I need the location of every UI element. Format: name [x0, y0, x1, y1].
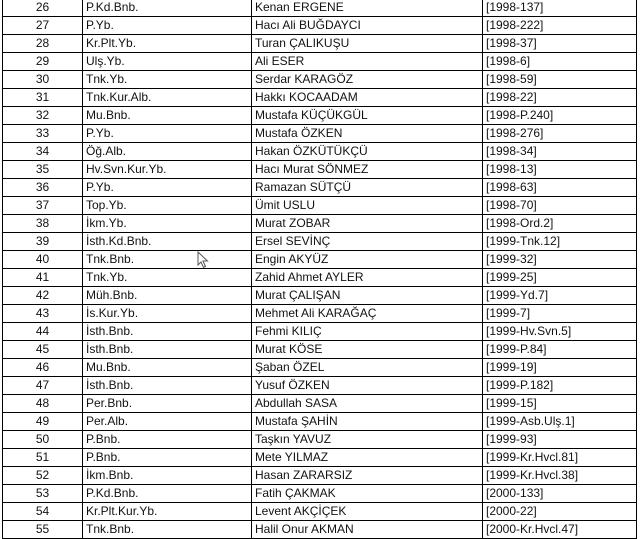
rank-cell: Tnk.Yb. — [83, 71, 252, 89]
name-cell: Mete YILMAZ — [252, 449, 483, 467]
name-cell: Hasan ZARARSIZ — [252, 467, 483, 485]
row-number-cell: 31 — [3, 89, 83, 107]
name-cell: Ersel SEVİNÇ — [252, 233, 483, 251]
code-cell: [1999-Kr.Hvcl.81] — [483, 449, 637, 467]
row-number-cell: 40 — [3, 251, 83, 269]
row-number-cell: 49 — [3, 413, 83, 431]
rank-cell: Tnk.Bnb. — [83, 521, 252, 539]
name-cell: Taşkın YAVUZ — [252, 431, 483, 449]
table-row — [3, 179, 637, 197]
table-row — [3, 269, 637, 287]
code-cell: [1998-63] — [483, 179, 637, 197]
name-cell: Murat ÇALIŞAN — [252, 287, 483, 305]
table-row — [3, 107, 637, 125]
table-row — [3, 0, 637, 17]
name-cell: Fatih ÇAKMAK — [252, 485, 483, 503]
rank-cell: İsth.Bnb. — [83, 377, 252, 395]
table-row — [3, 521, 637, 539]
name-cell: Hacı Murat SÖNMEZ — [252, 161, 483, 179]
code-cell: [1998-59] — [483, 71, 637, 89]
rank-cell: Tnk.Bnb. — [83, 251, 252, 269]
row-number-cell: 45 — [3, 341, 83, 359]
rank-cell: P.Kd.Bnb. — [83, 485, 252, 503]
rank-cell: P.Bnb. — [83, 449, 252, 467]
row-number-cell: 48 — [3, 395, 83, 413]
row-number-cell: 32 — [3, 107, 83, 125]
rank-cell: P.Yb. — [83, 125, 252, 143]
code-cell: [1999-15] — [483, 395, 637, 413]
rank-cell: Öğ.Alb. — [83, 143, 252, 161]
code-cell: [1999-32] — [483, 251, 637, 269]
rank-cell: Mu.Bnb. — [83, 359, 252, 377]
rank-cell: Kr.Plt.Yb. — [83, 35, 252, 53]
row-number-cell: 47 — [3, 377, 83, 395]
table-row — [3, 431, 637, 449]
table-row — [3, 485, 637, 503]
table-row — [3, 305, 637, 323]
row-number-cell: 26 — [3, 0, 83, 17]
rank-cell: P.Yb. — [83, 17, 252, 35]
rank-cell: İkm.Bnb. — [83, 467, 252, 485]
row-number-cell: 51 — [3, 449, 83, 467]
name-cell: Kenan ERGENE — [252, 0, 483, 17]
rank-cell: P.Kd.Bnb. — [83, 0, 252, 17]
rank-cell: Per.Bnb. — [83, 395, 252, 413]
name-cell: Ali ESER — [252, 53, 483, 71]
table-row — [3, 215, 637, 233]
rank-cell: Müh.Bnb. — [83, 287, 252, 305]
rank-cell: Per.Alb. — [83, 413, 252, 431]
table-row — [3, 125, 637, 143]
name-cell: Murat ZOBAR — [252, 215, 483, 233]
row-number-cell: 37 — [3, 197, 83, 215]
rank-cell: Kr.Plt.Kur.Yb. — [83, 503, 252, 521]
table-row — [3, 71, 637, 89]
code-cell: [2000-Kr.Hvcl.47] — [483, 521, 637, 539]
code-cell: [1999-P.182] — [483, 377, 637, 395]
row-number-cell: 35 — [3, 161, 83, 179]
code-cell: [2000-133] — [483, 485, 637, 503]
code-cell: [1998-34] — [483, 143, 637, 161]
rank-cell: İsth.Bnb. — [83, 341, 252, 359]
rank-cell: Hv.Svn.Kur.Yb. — [83, 161, 252, 179]
rank-cell: Ulş.Yb. — [83, 53, 252, 71]
rank-cell: P.Bnb. — [83, 431, 252, 449]
row-number-cell: 46 — [3, 359, 83, 377]
table-row — [3, 89, 637, 107]
rank-cell: Tnk.Kur.Alb. — [83, 89, 252, 107]
rank-cell: Tnk.Yb. — [83, 269, 252, 287]
table-row — [3, 35, 637, 53]
table-row — [3, 233, 637, 251]
name-cell: Abdullah SASA — [252, 395, 483, 413]
rank-cell: İkm.Yb. — [83, 215, 252, 233]
row-number-cell: 28 — [3, 35, 83, 53]
name-cell: Ümit USLU — [252, 197, 483, 215]
code-cell: [1999-Tnk.12] — [483, 233, 637, 251]
table-row — [3, 467, 637, 485]
table-row — [3, 413, 637, 431]
code-cell: [1999-Asb.Ulş.1] — [483, 413, 637, 431]
table-row — [3, 287, 637, 305]
name-cell: Hakkı KOCAADAM — [252, 89, 483, 107]
row-number-cell: 30 — [3, 71, 83, 89]
row-number-cell: 27 — [3, 17, 83, 35]
table-row — [3, 53, 637, 71]
table-row — [3, 503, 637, 521]
row-number-cell: 53 — [3, 485, 83, 503]
name-cell: Zahid Ahmet AYLER — [252, 269, 483, 287]
code-cell: [1998-22] — [483, 89, 637, 107]
code-cell: [1999-P.84] — [483, 341, 637, 359]
row-number-cell: 29 — [3, 53, 83, 71]
rank-cell: Mu.Bnb. — [83, 107, 252, 125]
name-cell: Levent AKÇİÇEK — [252, 503, 483, 521]
code-cell: [1998-13] — [483, 161, 637, 179]
rank-cell: İsth.Bnb. — [83, 323, 252, 341]
rank-cell: İs.Kur.Yb. — [83, 305, 252, 323]
row-number-cell: 55 — [3, 521, 83, 539]
rank-cell: Top.Yb. — [83, 197, 252, 215]
code-cell: [1999-19] — [483, 359, 637, 377]
row-number-cell: 41 — [3, 269, 83, 287]
table-row — [3, 143, 637, 161]
name-cell: Mustafa ŞAHİN — [252, 413, 483, 431]
name-cell: Ramazan SÜTÇÜ — [252, 179, 483, 197]
row-number-cell: 34 — [3, 143, 83, 161]
name-cell: Mehmet Ali KARAĞAÇ — [252, 305, 483, 323]
code-cell: [1998-P.240] — [483, 107, 637, 125]
name-cell: Mustafa KÜÇÜKGÜL — [252, 107, 483, 125]
name-cell: Hakan ÖZKÜTÜKÇÜ — [252, 143, 483, 161]
code-cell: [1998-276] — [483, 125, 637, 143]
table-body — [3, 0, 637, 539]
name-cell: Şaban ÖZEL — [252, 359, 483, 377]
name-cell: Fehmi KILIÇ — [252, 323, 483, 341]
table-row — [3, 449, 637, 467]
name-cell: Halil Onur AKMAN — [252, 521, 483, 539]
rank-cell: P.Yb. — [83, 179, 252, 197]
code-cell: [1999-25] — [483, 269, 637, 287]
code-cell: [1998-37] — [483, 35, 637, 53]
row-number-cell: 54 — [3, 503, 83, 521]
name-cell: Yusuf ÖZKEN — [252, 377, 483, 395]
code-cell: [1998-6] — [483, 53, 637, 71]
code-cell: [1999-93] — [483, 431, 637, 449]
row-number-cell: 52 — [3, 467, 83, 485]
name-cell: Engin AKYÜZ — [252, 251, 483, 269]
name-cell: Hacı Ali BUĞDAYCI — [252, 17, 483, 35]
table-row — [3, 197, 637, 215]
row-number-cell: 33 — [3, 125, 83, 143]
row-number-cell: 50 — [3, 431, 83, 449]
table-row — [3, 17, 637, 35]
table-row — [3, 359, 637, 377]
table-row — [3, 341, 637, 359]
table-row — [3, 251, 637, 269]
row-number-cell: 39 — [3, 233, 83, 251]
code-cell: [1998-Ord.2] — [483, 215, 637, 233]
row-number-cell: 44 — [3, 323, 83, 341]
name-cell: Serdar KARAGÖZ — [252, 71, 483, 89]
table-row — [3, 323, 637, 341]
row-number-cell: 43 — [3, 305, 83, 323]
code-cell: [1999-Yd.7] — [483, 287, 637, 305]
row-number-cell: 38 — [3, 215, 83, 233]
code-cell: [1998-137] — [483, 0, 637, 17]
row-number-cell: 36 — [3, 179, 83, 197]
code-cell: [1999-Hv.Svn.5] — [483, 323, 637, 341]
code-cell: [1998-70] — [483, 197, 637, 215]
table-row — [3, 377, 637, 395]
row-number-cell: 42 — [3, 287, 83, 305]
code-cell: [1999-Kr.Hvcl.38] — [483, 467, 637, 485]
mouse-pointer-icon — [197, 251, 209, 269]
name-cell: Murat KÖSE — [252, 341, 483, 359]
rank-cell: İsth.Kd.Bnb. — [83, 233, 252, 251]
name-cell: Mustafa ÖZKEN — [252, 125, 483, 143]
table-row — [3, 161, 637, 179]
code-cell: [1999-7] — [483, 305, 637, 323]
code-cell: [2000-22] — [483, 503, 637, 521]
table-row — [3, 395, 637, 413]
personnel-table — [2, 0, 637, 539]
name-cell: Turan ÇALIKUŞU — [252, 35, 483, 53]
code-cell: [1998-222] — [483, 17, 637, 35]
